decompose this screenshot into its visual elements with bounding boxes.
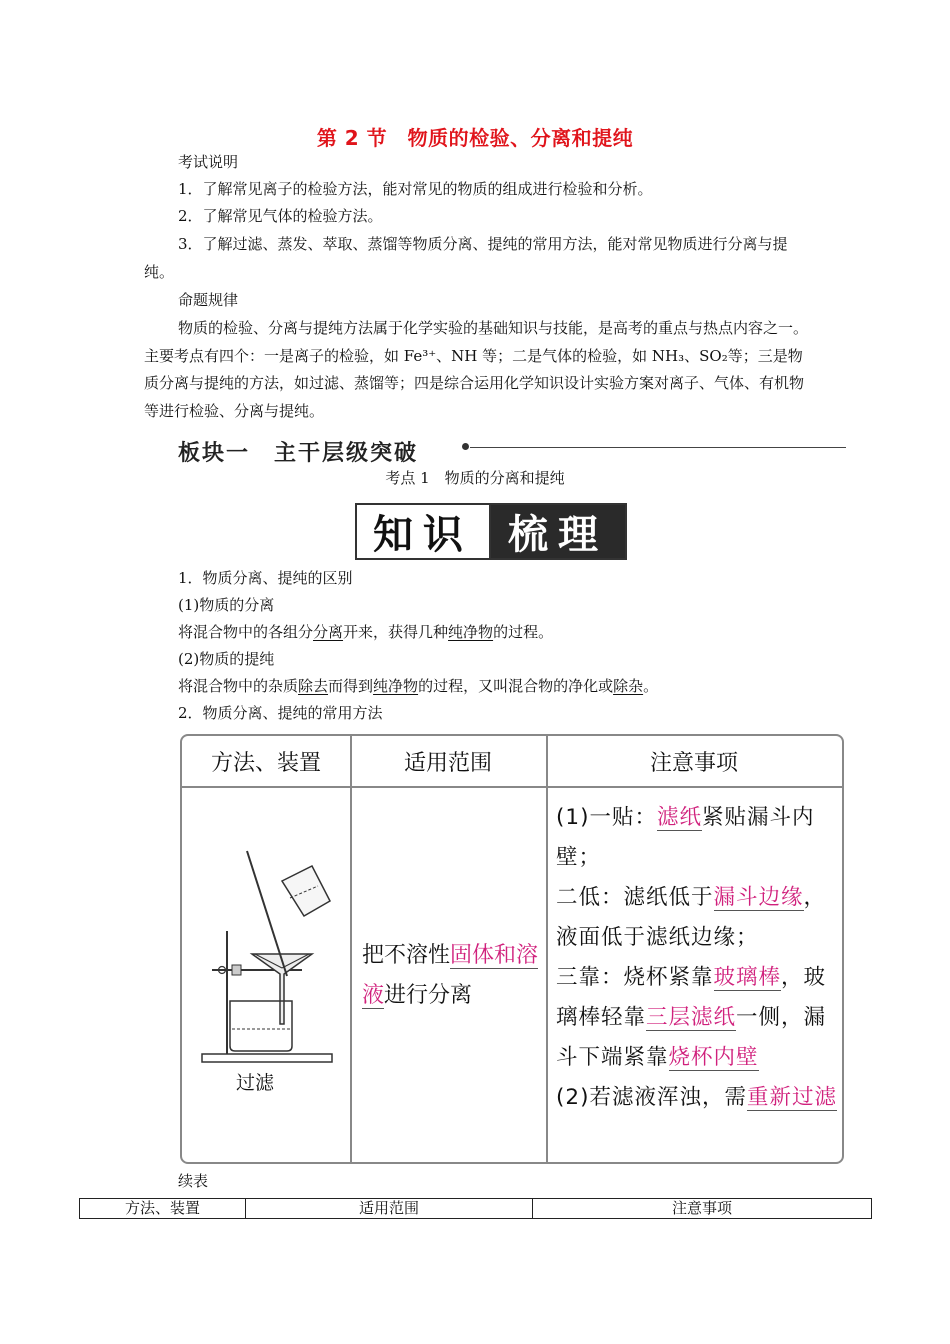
- s1-sub2-text: 将混合物中的杂质除去而得到纯净物的过程，又叫混合物的净化或除杂。: [178, 677, 659, 695]
- table-header-scope: 适用范围: [350, 736, 546, 788]
- knowledge-banner: [355, 503, 627, 560]
- table-header-method: 方法、装置: [182, 736, 350, 788]
- blank-answer: 除去: [298, 677, 329, 695]
- exam-desc-heading: 考试说明: [178, 153, 239, 171]
- band-dot: [462, 443, 469, 450]
- continued-table-label: 续表: [178, 1172, 209, 1190]
- methods-table-image: [180, 734, 844, 1164]
- figure-caption: 过滤: [236, 1072, 275, 1094]
- blank-answer: 纯净物: [448, 623, 494, 641]
- rules-text: 物质的检验、分离与提纯方法属于化学实验的基础知识与技能，是高考的重点与热点内容之一。主要考点有四个：一是离子的检验，如 Fe³⁺、NH 等；二是气体的检验，如 NH₃、SO₂等；三是物质分离与提纯的方法，如过滤、蒸馏等；四是综合运用化学知识设计实验方案对离子、气体、有机物等进行检验、分离与提纯。: [144, 319, 809, 420]
- s1-sub1: (1)物质的分离: [178, 596, 275, 614]
- s1-sub1-text: 将混合物中的各组分分离开来，获得几种纯净物的过程。: [178, 623, 554, 641]
- table2-header-method: 方法、装置: [80, 1199, 246, 1219]
- band-rule: [470, 447, 846, 448]
- blank-answer: 分离: [313, 623, 344, 641]
- s1-heading: 1．物质分离、提纯的区别: [178, 569, 353, 587]
- s1-sub2: (2)物质的提纯: [178, 650, 275, 668]
- s2-heading: 2．物质分离、提纯的常用方法: [178, 704, 383, 722]
- section-band-title: 板块一 主干层级突破: [178, 441, 419, 466]
- filtration-apparatus-icon: [192, 846, 342, 1071]
- rules-heading: 命题规律: [178, 291, 239, 309]
- table-header-notes: 注意事项: [546, 736, 842, 788]
- exam-desc-item-2: 2．了解常见气体的检验方法。: [178, 207, 383, 225]
- exam-desc-item-3: 3．了解过滤、蒸发、萃取、蒸馏等物质分离、提纯的常用方法，能对常见物质进行分离与提纯。: [144, 235, 788, 281]
- scope-cell: 把不溶性固体和溶液进行分离: [362, 943, 539, 1008]
- blank-answer: 纯净物: [373, 677, 419, 695]
- banner-left: 知识: [357, 505, 491, 558]
- blank-answer: 除杂: [613, 677, 644, 695]
- continued-table: [79, 1198, 872, 1219]
- kaodian-title: 考点 1 物质的分离和提纯: [385, 469, 565, 487]
- table2-header-scope: 适用范围: [246, 1199, 533, 1219]
- notes-cell: (1)一贴：滤纸紧贴漏斗内壁； 二低：滤纸低于漏斗边缘，液面低于滤纸边缘； 三靠：烧杯紧靠玻璃棒，玻璃棒轻靠三层滤纸一侧，漏斗下端紧靠烧杯内壁 (2)若滤液浑浊，需重新过滤: [556, 805, 837, 1110]
- banner-right: 梳理: [491, 505, 625, 558]
- table2-header-notes: 注意事项: [533, 1199, 872, 1219]
- exam-desc-item-1: 1．了解常见离子的检验方法，能对常见的物质的组成进行检验和分析。: [178, 180, 653, 198]
- page-title: 第 2 节 物质的检验、分离和提纯: [316, 126, 634, 150]
